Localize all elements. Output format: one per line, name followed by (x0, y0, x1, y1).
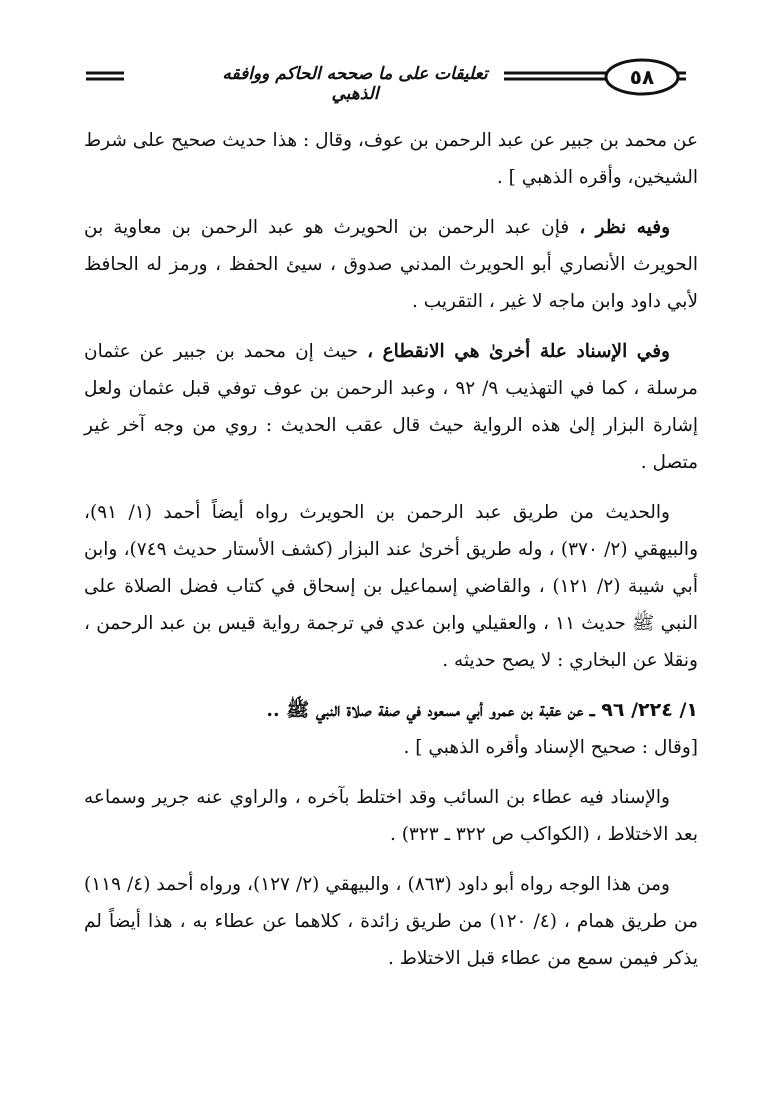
paragraph-lead: وفيه نظر ، (579, 217, 671, 238)
running-title: تعليقات على ما صححه الحاكم ووافقه الذهبي (206, 64, 504, 104)
entry-note (84, 729, 698, 766)
paragraph-2 (84, 209, 698, 320)
paragraph-1 (84, 122, 698, 196)
paragraph-5 (84, 779, 698, 853)
paragraph-text: ومن هذا الوجه رواه أبو داود (٨٦٣) ، والبيهقي (٢/ ١٢٧)، ورواه أحمد (٤/ ١١٩) من طريق همام ، (٤/ ١٢٠) من طريق زائدة ، كلاهما عن عطاء به ، هذا أيضاً لم يذكر فيمن سمع من عطاء قبل الاختلاط . (84, 874, 698, 969)
paragraph-6 (84, 866, 698, 977)
entry-number: ١/ ٢٢٤/ ٩٦ (601, 699, 698, 721)
paragraph-text: والحديث من طريق عبد الرحمن بن الحويرث رواه أيضاً أحمد (١/ ٩١)، والبيهقي (٢/ ٣٧٠) ، وله طريق أخرىٰ عند البزار (كشف الأستار حديث ٧٤٩)، وابن أبي شيبة (٢/ ١٢١) ، والقاضي إسماعيل بن إسحاق في كتاب فضل الصلاة على النبي ﷺ حديث ١١ ، والعقيلي وابن عدي في ترجمة رواية قيس بن عبد الرحمن ، ونقلا عن البخاري : لا يصح حديثه . (84, 502, 699, 671)
paragraph-text: حيث إن محمد بن جبير عن عثمان مرسلة ، كما في التهذيب ٩/ ٩٢ ، وعبد الرحمن بن عوف توفي قبل عثمان ولعل إشارة البزار إلىٰ هذه الرواية حيث قال عقب الحديث : روي من وجه آخر غير متصل . (84, 341, 698, 473)
paragraph-text: فإن عبد الرحمن بن الحويرث هو عبد الرحمن بن معاوية بن الحويرث الأنصاري أبو الحويرث المدني صدوق ، سيئ الحفظ ، ورمز له الحافظ لأبي داود وابن ماجه لا غير ، التقريب . (84, 217, 698, 312)
paragraph-lead: وفي الإسناد علة أخرىٰ هي الانقطاع ، (367, 341, 670, 362)
entry-note-text: [وقال : صحيح الإسناد وأقره الذهبي ] . (403, 737, 698, 758)
page-number: ٥٨ (629, 65, 655, 89)
entry-heading (84, 692, 698, 729)
paragraph-3 (84, 333, 698, 481)
paragraph-4 (84, 494, 698, 679)
page-header (86, 54, 686, 104)
paragraph-text: والإسناد فيه عطاء بن السائب وقد اختلط بآخره ، والراوي عنه جرير وسماعه بعد الاختلاط ، (الكواكب ص ٣٢٢ ـ ٣٢٣) . (84, 787, 698, 845)
paragraph-text: عن محمد بن جبير عن عبد الرحمن بن عوف، وقال : هذا حديث صحيح على شرط الشيخين، وأقره الذهبي ] . (84, 130, 698, 188)
page-body (84, 122, 698, 990)
entry-title: ــ عن عقبة بن عمرو أبي مسعود في صفة صلاة النبي ﷺ .. (266, 699, 602, 721)
